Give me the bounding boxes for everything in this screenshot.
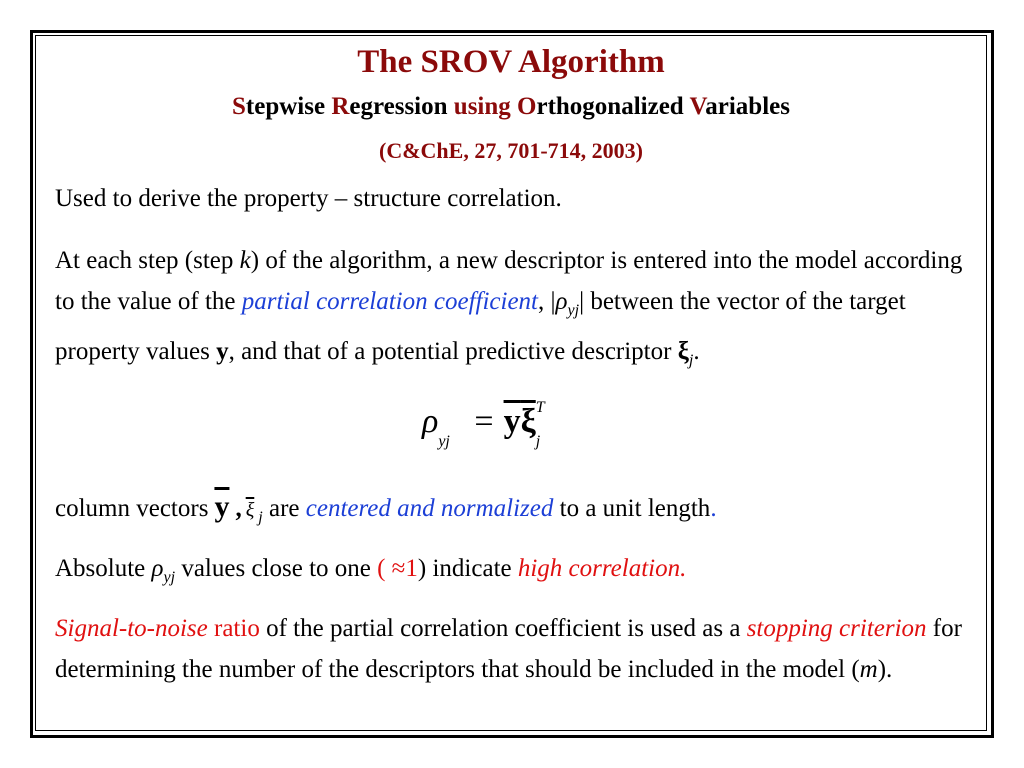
term-centered-normalized: centered and normalized <box>305 495 554 522</box>
citation: (C&ChE, 27, 701-714, 2003) <box>379 138 643 163</box>
paragraph-step-description: At each step (step k) of the algorithm, a new descriptor is entered into the model according to the value of the partial correlation coefficient, $|\rho_{yj}|$ between the vector of the target property values y, and that of a potential predictive descriptor $\xi_j$. <box>55 247 963 369</box>
paragraph-signal-to-noise: Signal-to-noise ratio of the partial correlation coefficient is used as a stopping criterion for determining the number of the descriptors that should be included in the model (m). <box>55 615 962 683</box>
paragraph-absolute-rho: Absolute $\rho_{yj}$ values close to one ( ≈1) indicate high correlation. <box>55 555 687 586</box>
term-high-correlation: high correlation. <box>517 555 687 582</box>
correlation-equation: $\rho_{yj} = \overline{y}\overline{\xi}$ T $_j$ <box>422 399 545 450</box>
term-partial-correlation: partial correlation coefficient <box>241 288 538 315</box>
term-signal-to-noise: Signal-to-noise <box>55 615 208 642</box>
slide-subtitle: Stepwise Regression using Orthogonalized Variables <box>232 93 790 120</box>
paragraph-column-vectors: column vectors $\overline{y}$ , $\overline{\xi}$ $_j$ are centered and normalized to a unit length. <box>55 490 717 526</box>
term-stopping-criterion: stopping criterion <box>746 615 927 642</box>
slide-title: The SROV Algorithm <box>357 44 665 80</box>
paragraph-purpose: Used to derive the property – structure correlation. <box>55 185 562 212</box>
